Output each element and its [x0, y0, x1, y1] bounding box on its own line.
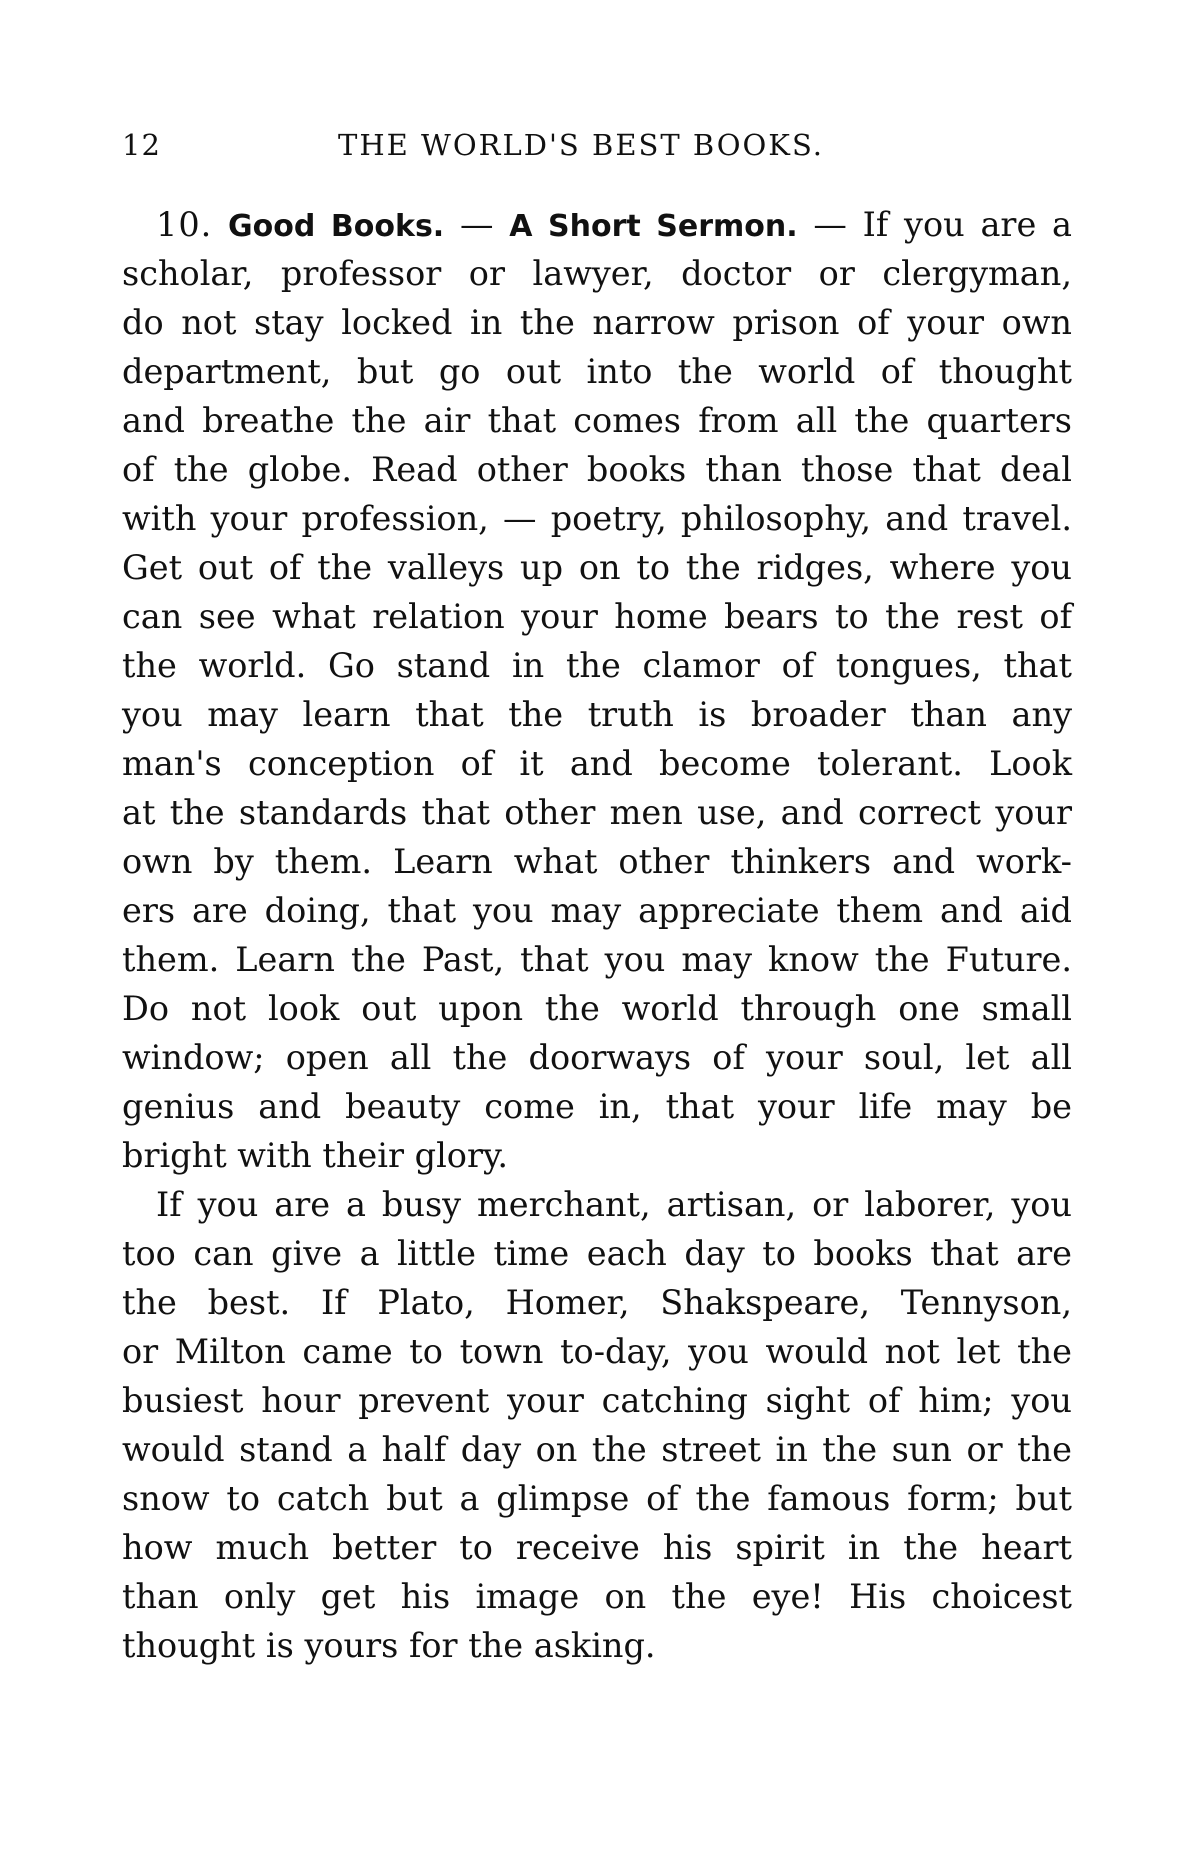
- text-line: man's conception of it and become tolerant. Look: [122, 744, 1072, 783]
- text-line: than only get his image on the eye! His choicest: [122, 1577, 1072, 1616]
- section-heading-line: [122, 200, 1072, 249]
- text-line: them. Learn the Past, that you may know the Future.: [122, 940, 1072, 979]
- text-line: do not stay locked in the narrow prison of your own: [122, 303, 1072, 342]
- text-line: window; open all the doorways of your soul, let all: [122, 1038, 1072, 1077]
- page-header: [122, 128, 1072, 168]
- text-line: Get out of the valleys up on to the ridges, where you: [122, 548, 1072, 587]
- em-dash: —: [797, 205, 863, 244]
- text-line: too can give a little time each day to books that are: [122, 1234, 1072, 1273]
- text-line: or Milton came to town to-day, you would not let the: [122, 1332, 1072, 1371]
- text-line: the world. Go stand in the clamor of tongues, that: [122, 646, 1072, 685]
- text-line: the best. If Plato, Homer, Shakspeare, Tennyson,: [122, 1283, 1072, 1322]
- section-number: 10.: [156, 205, 213, 244]
- text-line: snow to catch but a glimpse of the famous form; but: [122, 1479, 1072, 1518]
- first-line-text: If you are a: [862, 205, 1072, 244]
- text-line: own by them. Learn what other thinkers and work-: [122, 842, 1072, 881]
- text-line: busiest hour prevent your catching sight of him; you: [122, 1381, 1072, 1420]
- text-line: genius and beauty come in, that your life may be: [122, 1087, 1072, 1126]
- text-line: you may learn that the truth is broader than any: [122, 695, 1072, 734]
- page-number: 12: [122, 128, 161, 162]
- em-dash: —: [444, 205, 510, 244]
- text-line: ers are doing, that you may appreciate them and aid: [122, 891, 1072, 930]
- section-title: Good Books.: [228, 209, 445, 244]
- text-line: would stand a half day on the street in the sun or the: [122, 1430, 1072, 1469]
- text-line: scholar, professor or lawyer, doctor or clergyman,: [122, 254, 1072, 293]
- running-head: THE WORLD'S BEST BOOKS.: [338, 128, 825, 162]
- paragraph-1: [122, 249, 1072, 1180]
- text-line: If you are a busy merchant, artisan, or laborer, you: [156, 1185, 1072, 1224]
- text-line: of the globe. Read other books than those that deal: [122, 450, 1072, 489]
- text-line: thought is yours for the asking.: [122, 1626, 656, 1665]
- paragraph-2: [122, 1180, 1072, 1670]
- text-line: with your profession, — poetry, philosophy, and travel.: [122, 499, 1072, 538]
- text-line: how much better to receive his spirit in the heart: [122, 1528, 1072, 1567]
- text-line: Do not look out upon the world through one small: [122, 989, 1072, 1028]
- text-line: at the standards that other men use, and correct your: [122, 793, 1072, 832]
- section-subtitle: A Short Sermon.: [509, 209, 798, 244]
- text-line: can see what relation your home bears to the rest of: [122, 597, 1072, 636]
- text-line: and breathe the air that comes from all the quarters: [122, 401, 1072, 440]
- page-body: [122, 200, 1072, 1670]
- text-line: department, but go out into the world of thought: [122, 352, 1072, 391]
- text-line: bright with their glory.: [122, 1136, 509, 1175]
